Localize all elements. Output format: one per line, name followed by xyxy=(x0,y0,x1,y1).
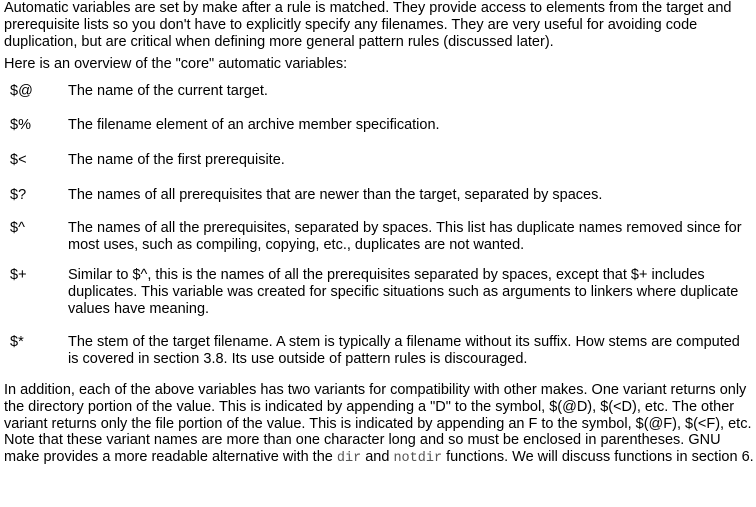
notdir-function-code: notdir xyxy=(393,451,443,467)
variable-name: $* xyxy=(10,334,24,351)
variable-entry xyxy=(4,187,754,204)
intro-paragraph: Automatic variables are set by make after a rule is matched. They provide access to elements from the target and prerequisite lists so you don't have to explicitly specify any filenames. They are very useful for avoiding code duplication, but are critical when defining more general pattern rules (discussed later). xyxy=(4,0,732,50)
dir-function-code: dir xyxy=(336,451,362,467)
variants-text-end: functions. We will discuss functions in section 6. xyxy=(442,449,754,466)
variable-description: The names of all the prerequisites, separated by spaces. This list has duplicate names removed since for most uses, such as compiling, copying, etc., duplicates are not wanted. xyxy=(68,220,742,254)
variable-name: $% xyxy=(10,116,31,133)
variable-description: The stem of the target filename. A stem is typically a filename without its suffix. How stems are computed is covered in section 3.8. Its use outside of pattern rules is discouraged. xyxy=(68,334,740,368)
variants-text: In addition, each of the above variables has two variants for compatibility with other makes. One variant returns only the directory portion of the value. This is indicated by appending a "D" to the symbol, $(@D), $(<D), etc. The other variant returns only the file portion of the value. This is indicated by appending an F to the symbol, $(@F), $(<F), etc. Note that these variant names are more than one character long and so must be enclosed in parentheses. GNU make provides a more readable alternative with the xyxy=(4,381,752,466)
variable-description: The name of the current target. xyxy=(68,83,268,100)
variable-name: $@ xyxy=(10,83,33,100)
variable-entry xyxy=(4,220,754,254)
variable-name: $+ xyxy=(10,266,27,283)
variable-description: The names of all prerequisites that are newer than the target, separated by spaces. xyxy=(68,186,603,203)
automatic-variables-list xyxy=(4,83,754,368)
variable-entry xyxy=(4,117,754,134)
variable-entry xyxy=(4,83,754,100)
variable-entry xyxy=(4,334,754,368)
variable-description: Similar to $^, this is the names of all the prerequisites separated by spaces, except that $+ includes duplicates. This variable was created for specific situations such as arguments to linkers where duplicate values have meaning. xyxy=(68,266,739,317)
variable-name: $? xyxy=(10,186,27,203)
overview-paragraph: Here is an overview of the "core" automatic variables: xyxy=(4,56,348,73)
variants-text-and: and xyxy=(361,449,394,466)
variable-name: $^ xyxy=(10,220,25,237)
variable-entry xyxy=(4,267,754,317)
variable-entry xyxy=(4,152,754,169)
variable-description: The name of the first prerequisite. xyxy=(68,151,285,168)
document-page xyxy=(4,0,754,468)
variable-name: $< xyxy=(10,151,27,168)
variable-description: The filename element of an archive member specification. xyxy=(68,116,440,133)
variants-paragraph xyxy=(4,382,754,468)
